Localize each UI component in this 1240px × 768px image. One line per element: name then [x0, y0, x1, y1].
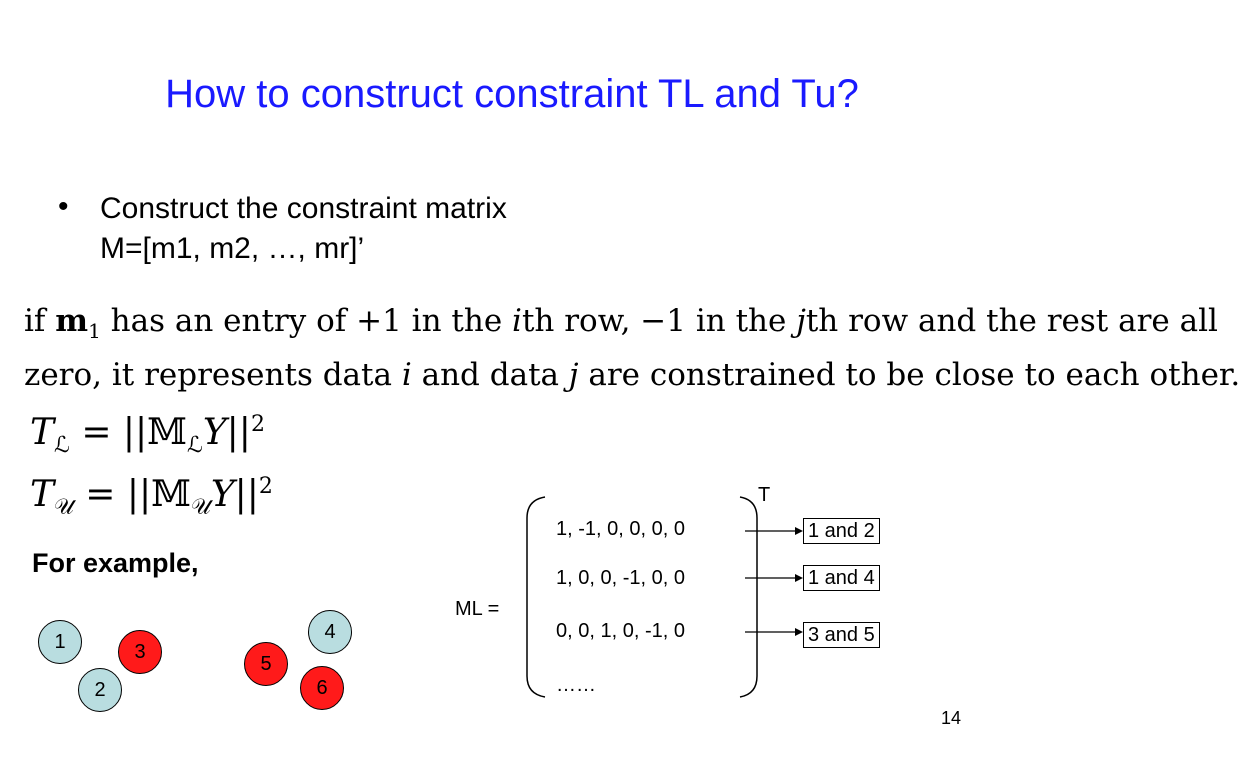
eq-sup: 2 [258, 474, 273, 499]
text-segment: zero, it represents data [24, 357, 402, 393]
right-bracket [740, 497, 757, 697]
arrow-1 [745, 527, 803, 535]
eq-lhs: T [30, 474, 55, 515]
node-5: 5 [244, 642, 288, 686]
text-segment: are constrained to be close to each other. [578, 357, 1240, 393]
eq-sub: ℒ [187, 433, 203, 459]
page-number: 14 [941, 708, 962, 728]
node-3: 3 [118, 630, 162, 674]
annotation-box-1: 1 and 2 [803, 518, 880, 544]
example-label: For example, [32, 548, 199, 578]
var-j: j [568, 357, 579, 393]
bullet-text-line2: M=[m1, m2, …, mr]’ [100, 232, 365, 265]
text-segment: th row, −1 in the [521, 303, 797, 339]
matrix-row-2: 1, 0, 0, -1, 0, 0 [556, 567, 685, 589]
node-1: 1 [38, 620, 82, 664]
eq-norm: || [234, 474, 259, 515]
subscript: 1 [88, 319, 101, 344]
eq-sub: 𝒰 [191, 495, 211, 521]
node-6: 6 [300, 666, 344, 710]
var-j: j [796, 303, 806, 339]
matrix-row-3: 0, 0, 1, 0, -1, 0 [556, 620, 685, 642]
slide-title: How to construct constraint TL and Tu? [165, 72, 859, 116]
text-segment: has an entry of +1 in the [100, 303, 513, 339]
left-bracket [527, 497, 545, 697]
text-segment: th row and the rest are all [805, 303, 1218, 339]
eq-sub: 𝒰 [54, 495, 74, 521]
eq-rhs: = ||𝕄 [69, 412, 188, 453]
text-segment: and data [411, 357, 569, 393]
text-segment: if [24, 303, 56, 339]
annotation-box-3: 3 and 5 [803, 622, 880, 648]
matrix-row-1: 1, -1, 0, 0, 0, 0 [556, 518, 685, 540]
matrix-label: ML = [455, 598, 500, 620]
vector-m: m [55, 303, 89, 339]
eq-y: Y [202, 412, 227, 453]
transpose-symbol: T [758, 484, 771, 506]
bullet-marker: • [58, 190, 69, 223]
bullet-text-line1: Construct the constraint matrix [100, 192, 507, 225]
matrix-row-ellipsis: …… [556, 674, 596, 696]
eq-norm: || [226, 412, 251, 453]
arrow-3 [745, 628, 803, 636]
eq-rhs: = ||𝕄 [73, 474, 191, 515]
eq-sub: ℒ [54, 433, 70, 459]
annotation-box-2: 1 and 4 [803, 565, 880, 591]
arrow-2 [745, 574, 803, 582]
var-i: i [401, 357, 412, 393]
node-4: 4 [308, 610, 352, 654]
eq-y: Y [210, 474, 235, 515]
node-2: 2 [78, 668, 122, 712]
var-i: i [512, 303, 522, 339]
eq-lhs: T [30, 412, 55, 453]
eq-sup: 2 [250, 412, 265, 437]
